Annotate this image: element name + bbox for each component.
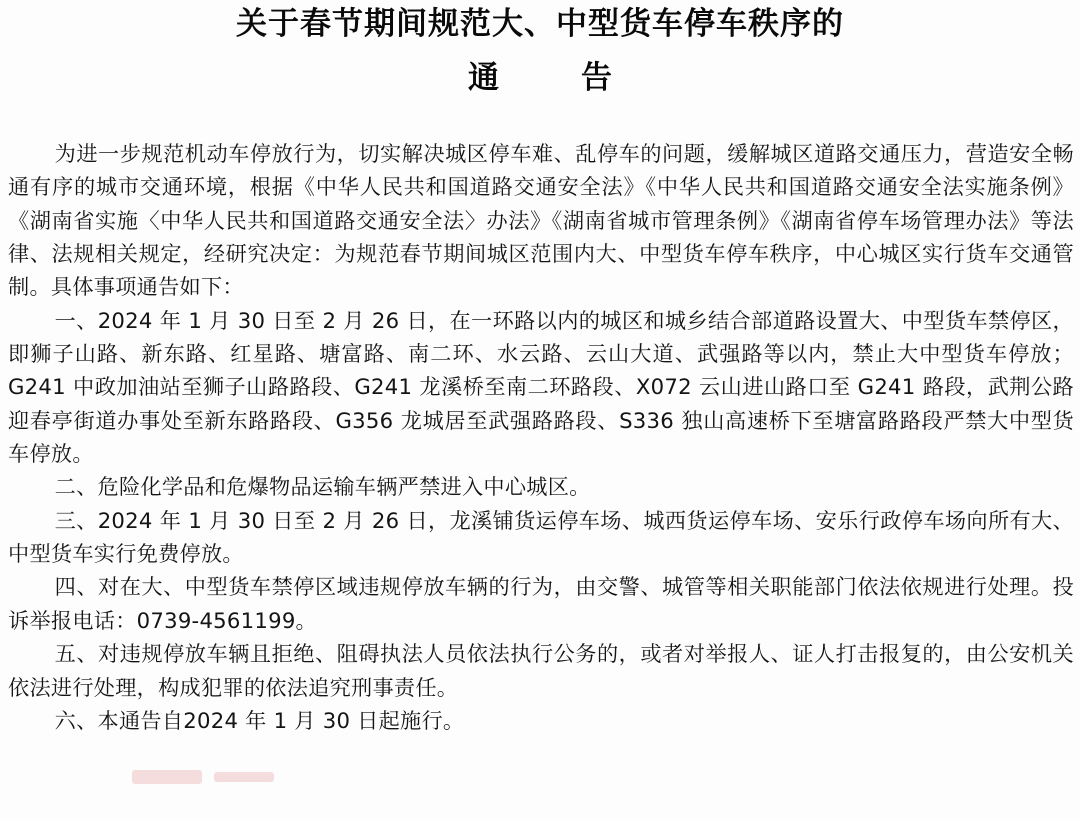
- paragraph-item-5: 五、对违规停放车辆且拒绝、阻碍执法人员依法执行公务的，或者对举报人、证人打击报复的，由公安机关依法进行处理，构成犯罪的依法追究刑事责任。: [8, 641, 1074, 700]
- faint-stamp-mark: [128, 760, 298, 796]
- subtitle-char-2: 告: [581, 60, 612, 96]
- paragraph-intro: 为进一步规范机动车停放行为，切实解决城区停车难、乱停车的问题，缓解城区道路交通压力，营造安全畅通有序的城市交通环境，根据《中华人民共和国道路交通安全法》《中华人民共和国道路交通安全法实施条例》《湖南省实施〈中华人民共和国道路交通安全法〉办法》《湖南省城市管理条例》《湖南省停车场管理办法》等法律、法规相关规定，经研究决定：为规范春节期间城区范围内大、中型货车停车秩序，中心城区实行货车交通管制。具体事项通告如下：: [8, 141, 1074, 300]
- document-subtitle: [0, 58, 1080, 98]
- document-title: 关于春节期间规范大、中型货车停车秩序的: [236, 6, 844, 42]
- document-body: [8, 137, 1074, 737]
- paragraph-item-2: 二、危险化学品和危爆物品运输车辆严禁进入中心城区。: [54, 474, 591, 500]
- paragraph-item-1: 一、2024 年 1 月 30 日至 2 月 26 日，在一环路以内的城区和城乡结合部道路设置大、中型货车禁停区，即狮子山路、新东路、红星路、塘富路、南二环、水云路、云山大道、武强路等以内，禁止大中型货车停放；G241 中政加油站至狮子山路路段、G241 龙溪桥至南二环路段、X072 云山进山路口至 G241 路段，武荆公路迎春亭街道办事处至新东路路段、G356 龙城居至武强路路段、S336 独山高速桥下至塘富路路段严禁大中型货车停放。: [8, 307, 1074, 467]
- paragraph-item-6: 六、本通告自2024 年 1 月 30 日起施行。: [54, 707, 465, 733]
- subtitle-char-1: 通: [468, 60, 499, 96]
- paragraph-item-4: 四、对在大、中型货车禁停区域违规停放车辆的行为，由交警、城管等相关职能部门依法依规进行处理。投诉举报电话：0739-4561199。: [8, 574, 1074, 633]
- paragraph-item-3: 三、2024 年 1 月 30 日至 2 月 26 日，龙溪铺货运停车场、城西货运停车场、安乐行政停车场向所有大、中型货车实行免费停放。: [8, 507, 1074, 567]
